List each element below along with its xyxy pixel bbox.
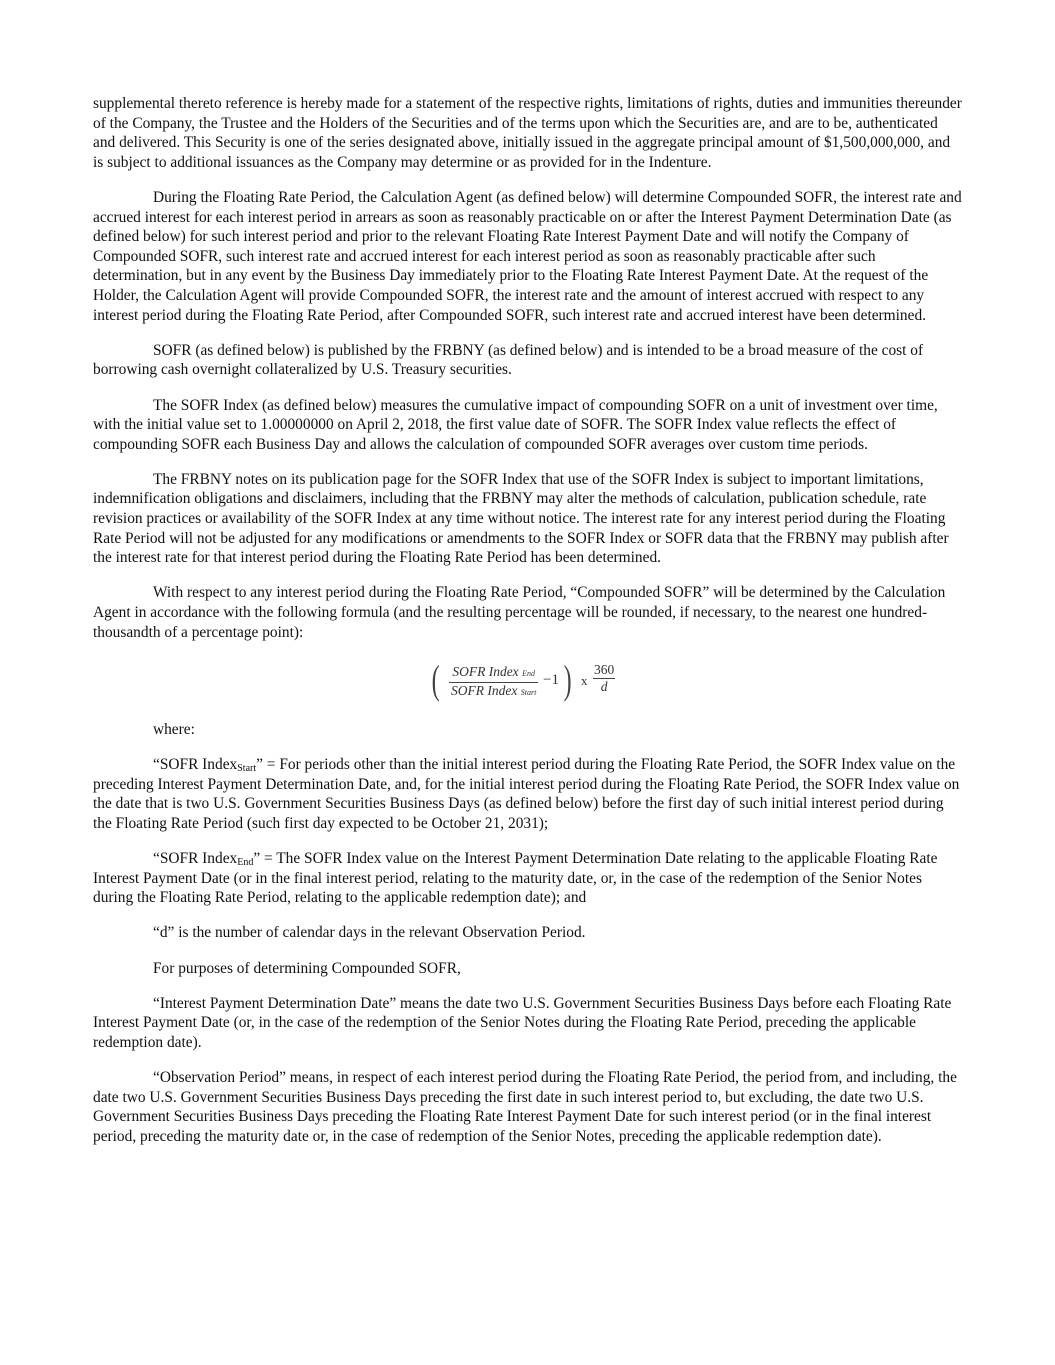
formula-denominator: SOFR Index Start: [451, 682, 537, 698]
formula-numerator: SOFR Index End: [449, 664, 538, 683]
paragraph-indenture-reference: supplemental thereto reference is hereby made for a statement of the respective rights, limitations of rights, duties and immunities thereunder of the Company, the Trustee and the Holders of the Securities and of the terms upon which the Securities are, and are to be, authenticated and delivered. This Security is one of the series designated above, initially issued in the aggregate principal amount of $1,500,000,000, and is subject to additional issuances as the Company may determine or as provided for in the Indenture.: [93, 95, 962, 171]
definition-sofr-index-start: “SOFR Index$_{Start}$” = For periods other than the initial interest period during the Floating Rate Period, the SOFR Index value on the preceding Interest Payment Determination Date, and, for the initial interest period during the Floating Rate Period, the SOFR Index value on the date that is two U.S. Government Securities Business Days (as defined below) before the first day of such initial interest period during the Floating Rate Period (such first day expected to be October 21, 2031);: [93, 756, 960, 832]
paragraph-frbny-notes: The FRBNY notes on its publication page for the SOFR Index that use of the SOFR Index is subject to important limitations, indemnification obligations and disclaimers, including that the FRBNY may alter the methods of calculation, publication schedule, rate revision practices or availability of the SOFR Index at any time without notice. The interest rate for any interest period during the Floating Rate Period will not be adjusted for any modifications or amendments to the SOFR Index or SOFR data that the FRBNY may publish after the interest rate for that interest period during the Floating Rate Period has been determined.: [93, 470, 949, 567]
definition-observation-period: “Observation Period” means, in respect of each interest period during the Floating Rate Period, the period from, and including, the date two U.S. Government Securities Business Days preceding the first date in such interest period to, but excluding, the date two U.S. Government Securities Business Days preceding the Floating Rate Interest Payment Date for such interest period (or in the final interest period, preceding the maturity date or, in the case of redemption of the Senior Notes, preceding the applicable redemption date).: [93, 1069, 957, 1145]
formula-left-paren: (: [431, 656, 440, 702]
definition-sofr-index-end: “SOFR Index$_{End}$” = The SOFR Index value on the Interest Payment Determination Date relating to the applicable Floating Rate Interest Payment Date (or in the final interest period, relating to the maturity date, or, in the case of the redemption of the Senior Notes during the Floating Rate Period, relating to the applicable redemption date); and: [93, 849, 938, 907]
paragraph-for-purposes: For purposes of determining Compounded SOFR,: [153, 959, 461, 977]
paragraph-floating-rate-period: During the Floating Rate Period, the Calculation Agent (as defined below) will determine Compounded SOFR, the interest rate and accrued interest for each interest period in arrears as soon as reasonably practicable on or after the Interest Payment Determination Date (as defined below) for such interest period and prior to the relevant Floating Rate Interest Payment Date and will notify the Company of Compounded SOFR, such interest rate and accrued interest for each interest period as soon as reasonably practicable after such determination, but in any event by the Business Day immediately prior to the Floating Rate Interest Payment Date. At the request of the Holder, the Calculation Agent will provide Compounded SOFR, the interest rate and the amount of interest accrued with respect to any interest period during the Floating Rate Period, after Compounded SOFR, such interest rate and accrued interest have been determined.: [93, 188, 962, 324]
formula-days-denominator: d: [600, 678, 608, 694]
formula-days-numerator: 360: [594, 661, 615, 677]
definition-d: “d” is the number of calendar days in the relevant Observation Period.: [153, 924, 586, 942]
where-label: where:: [153, 720, 195, 738]
definition-interest-payment-determination-date: “Interest Payment Determination Date” means the date two U.S. Government Securities Business Days before each Floating Rate Interest Payment Date (or, in the case of the redemption of the Senior Notes during the Floating Rate Period, preceding the applicable redemption date).: [93, 994, 952, 1051]
formula-index-fraction: [449, 664, 538, 701]
document-page: [93, 94, 963, 1162]
formula-right-paren: ): [563, 656, 572, 702]
paragraph-sofr-index: The SOFR Index (as defined below) measures the cumulative impact of compounding SOFR on a unit of investment over time, with the initial value set to 1.00000000 on April 2, 2018, the first value date of SOFR. The SOFR Index value reflects the effect of compounding SOFR each Business Day and allows the calculation of compounded SOFR averages over custom time periods.: [93, 396, 938, 453]
formula-minus-one: −1: [543, 671, 559, 688]
paragraph-sofr-definition: SOFR (as defined below) is published by the FRBNY (as defined below) and is intended to be a broad measure of the cost of borrowing cash overnight collateralized by U.S. Treasury securities.: [93, 341, 924, 379]
formula-day-count-fraction: [593, 662, 615, 695]
paragraph-compounded-sofr: With respect to any interest period during the Floating Rate Period, “Compounded SOFR” will be determined by the Calculation Agent in accordance with the following formula (and the resulting percentage will be rounded, if necessary, to the nearest one hundred-thousandth of a percentage point):: [93, 584, 946, 641]
formula-times: x: [581, 672, 588, 688]
compounded-sofr-formula: [93, 658, 963, 712]
